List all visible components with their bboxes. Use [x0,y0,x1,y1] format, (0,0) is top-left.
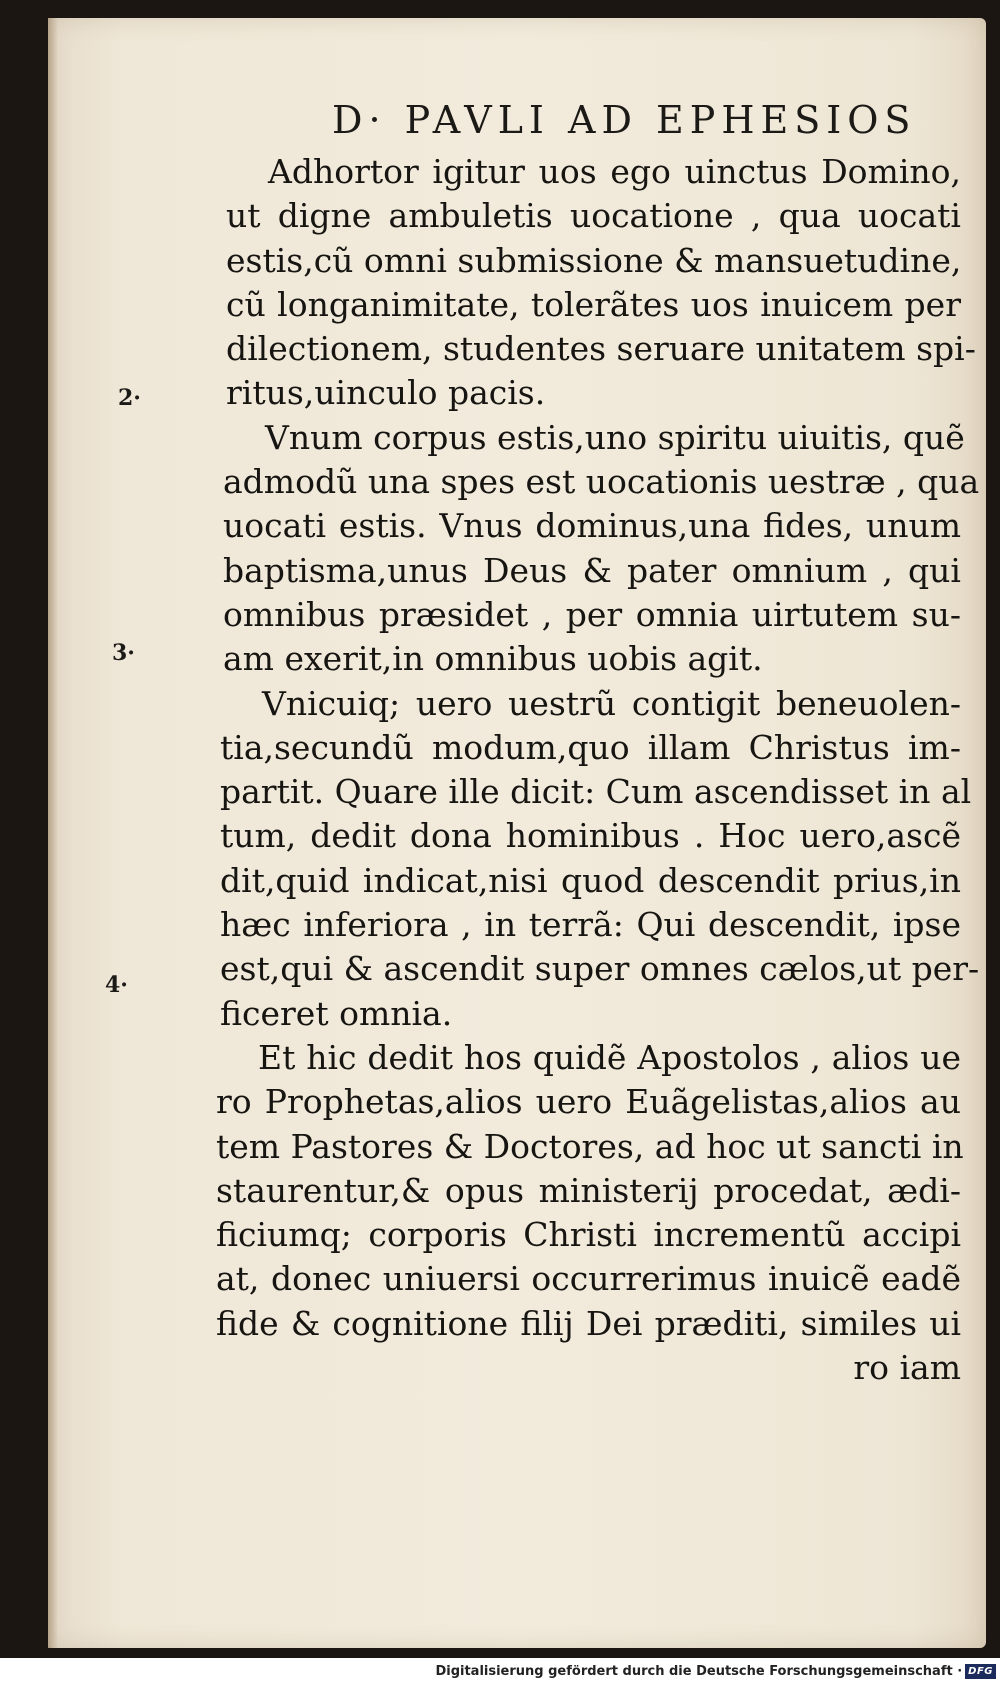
text-line: Adhortor igitur uos ego uinctus Domino, [268,152,961,191]
text-line: admodũ una spes est uocationis uestræ , qua [223,462,980,502]
text-line: uocati estis. Vnus dominus,una fides, unum [223,506,961,546]
text-line: cũ longanimitate, tolerãtes uos inuicem per [226,284,961,324]
text-line: estis,cũ omni submissione & mansuetudine, [226,240,962,280]
catchword: ro iam [853,1348,961,1388]
body-text [216,150,980,1390]
running-head: D· PAVLI AD EPHESIOS [332,98,917,142]
text-line: dit,quid indicat,nisi quod descendit prius,in [220,860,961,900]
text-line: est,qui & ascendit super omnes cælos,ut per- [220,949,980,989]
paragraph-1 [226,150,976,416]
text-line: Vnum corpus estis,uno spiritu uiuitis, quẽ [265,417,965,457]
paragraph-3 [220,682,980,1036]
text-line: omnibus præsidet , per omnia uirtutem su- [223,594,961,634]
text-line: staurentur,& opus ministerij procedat, ædi- [216,1170,961,1210]
paragraph-2 [223,416,980,682]
text-line: partit. Quare ille dicit: Cum ascendisset in al [220,772,972,812]
paragraph-4 [216,1036,964,1390]
text-line: ficiumq; corporis Christi incrementũ accipi [216,1215,961,1255]
text-line: ro Prophetas,alios uero Euãgelistas,alios au [216,1082,961,1122]
footer-text: Digitalisierung gefördert durch die Deutsche Forschungsgemeinschaft · [435,1664,963,1679]
text-line: ficeret omnia. [220,993,453,1033]
text-line: Et hic dedit hos quidẽ Apostolos , alios ue [258,1037,961,1077]
text-line: ut digne ambuletis uocatione , qua uocati [226,196,961,236]
text-line: am exerit,in omnibus uobis agit. [223,639,763,679]
text-line: tem Pastores & Doctores, ad hoc ut sancti in [216,1126,964,1166]
dfg-logo: DFG [965,1664,996,1679]
margin-number-4: 4· [105,972,128,998]
text-line: dilectionem, studentes seruare unitatem spi- [226,329,976,369]
text-line: baptisma,unus Deus & pater omnium , qui [223,550,961,590]
margin-number-3: 3· [112,640,135,666]
digitization-footer [0,1660,1000,1683]
text-line: Vnicuiq; uero uestrũ contigit beneuolen- [262,683,961,723]
text-line: at, donec uniuersi occurrerimus inuicẽ eadẽ [216,1259,961,1299]
margin-number-2: 2· [118,385,141,411]
text-line: hæc inferiora , in terrã: Qui descendit, ipse [220,905,961,945]
text-line: tum, dedit dona hominibus . Hoc uero,ascẽ [220,816,961,856]
text-line: tia,secundũ modum,quo illam Christus im- [220,727,961,767]
text-line: ritus,uinculo pacis. [226,373,546,413]
text-line: fide & cognitione filij Dei præditi, similes ui [216,1303,961,1343]
